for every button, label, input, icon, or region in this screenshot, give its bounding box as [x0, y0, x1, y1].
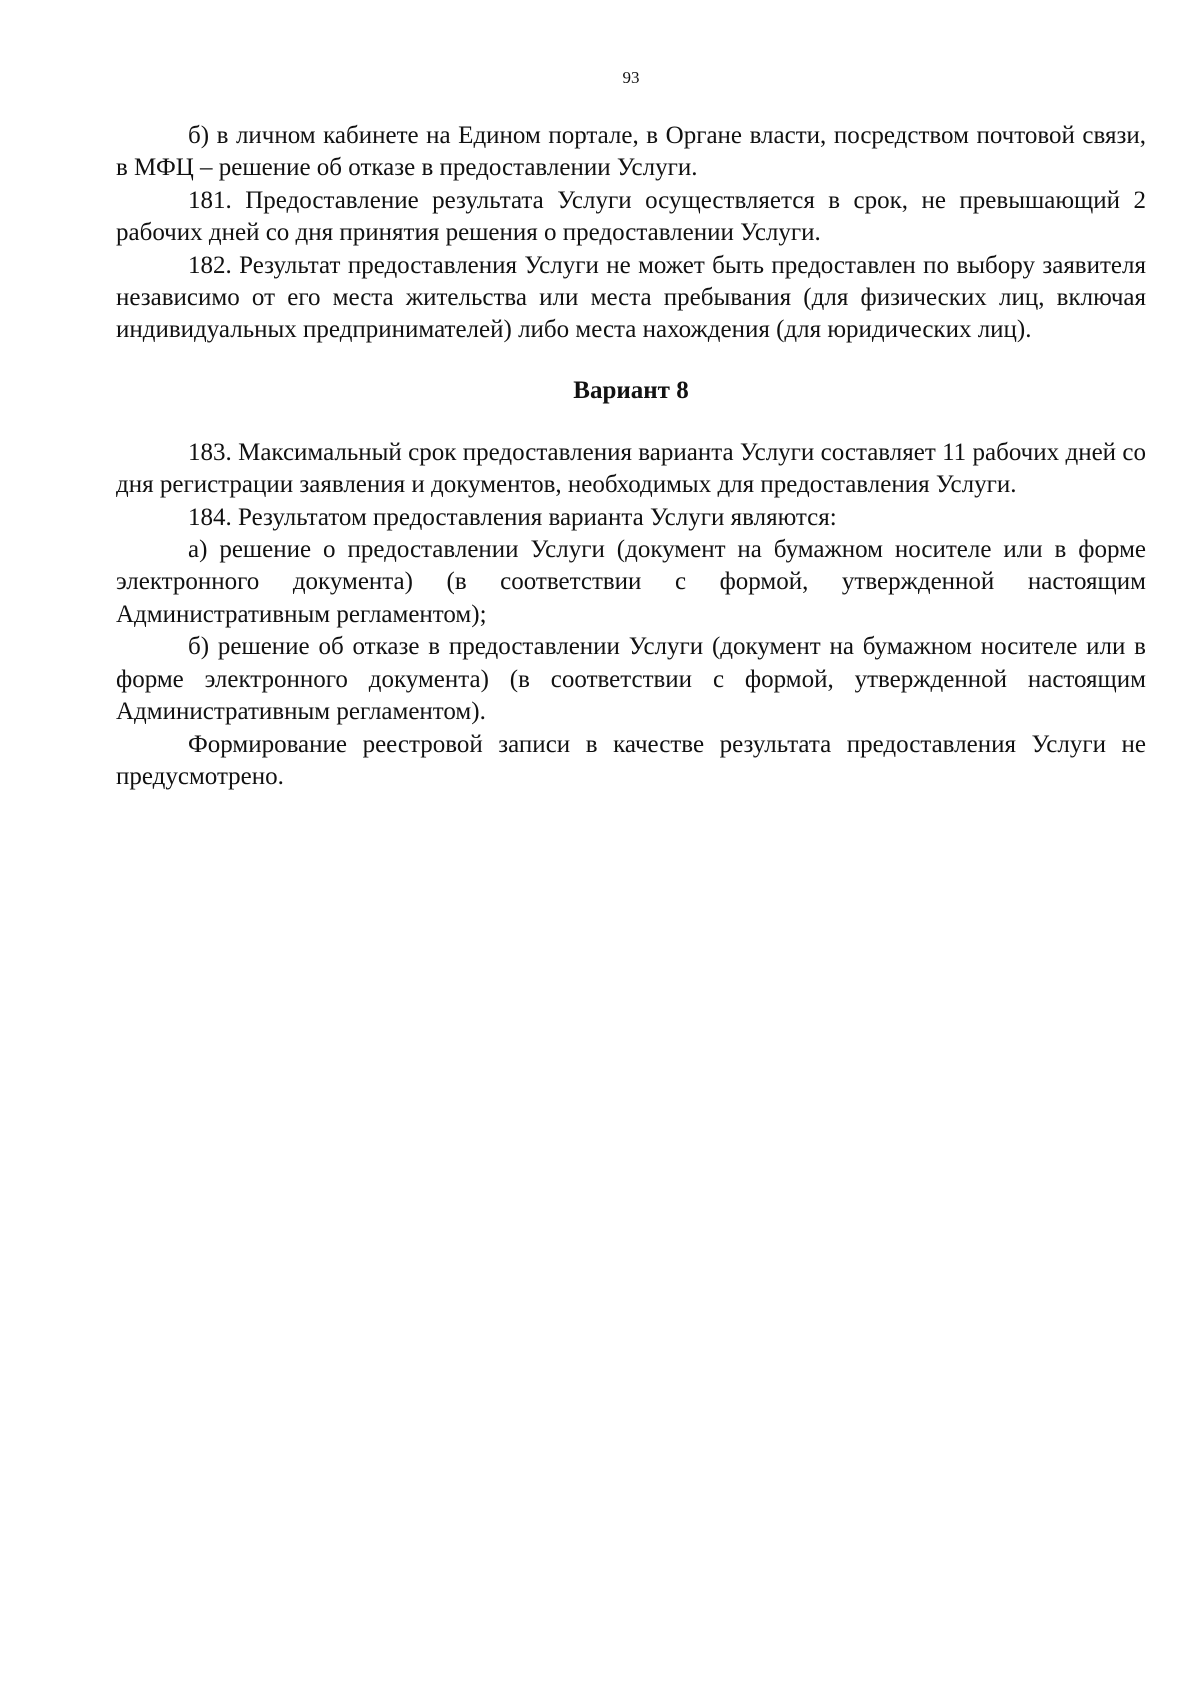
paragraph-184-b: б) решение об отказе в предоставлении Услуги (документ на бумажном носителе или в форме электронного документа) (в соответствии с формой, утвержденной настоящим Административным регламентом).: [116, 633, 1146, 726]
page-number: 93: [622, 68, 640, 87]
paragraph-181: 181. Предоставление результата Услуги осуществляется в срок, не превышающий 2 рабочих дней со дня принятия решения о предоставлении Услуги.: [116, 186, 1146, 247]
document-body: [116, 120, 1146, 793]
paragraph-182: 182. Результат предоставления Услуги не может быть предоставлен по выбору заявителя независимо от его места жительства или места пребывания (для физических лиц, включая индивидуальных предпринимателей) либо места нахождения (для юридических лиц).: [116, 251, 1146, 344]
section-heading: Вариант 8: [573, 376, 689, 404]
paragraph-183: 183. Максимальный срок предоставления варианта Услуги составляет 11 рабочих дней со дня регистрации заявления и документов, необходимых для предоставления Услуги.: [116, 438, 1146, 499]
paragraph-184-a: а) решение о предоставлении Услуги (документ на бумажном носителе или в форме электронного документа) (в соответствии с формой, утвержденной настоящим Административным регламентом);: [116, 536, 1146, 628]
paragraph-b-result: б) в личном кабинете на Едином портале, в Органе власти, посредством почтовой связи, в МФЦ – решение об отказе в предоставлении Услуги.: [116, 122, 1146, 182]
paragraph-184: 184. Результатом предоставления варианта Услуги являются:: [188, 503, 837, 531]
paragraph-registry-record: Формирование реестровой записи в качестве результата предоставления Услуги не предусмотрено.: [116, 730, 1146, 790]
